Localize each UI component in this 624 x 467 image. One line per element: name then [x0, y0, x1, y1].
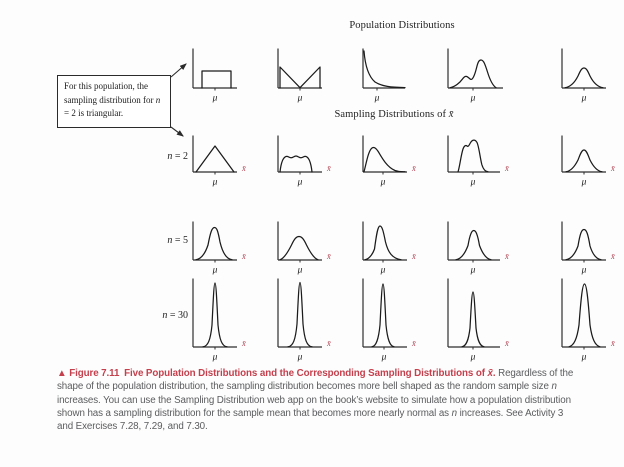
mu-label: μ — [212, 177, 218, 188]
density-curve — [569, 284, 600, 347]
plot-population-bimodal — [440, 48, 525, 104]
figure-caption — [57, 367, 574, 433]
mu-label: μ — [297, 352, 303, 363]
density-curve — [196, 228, 232, 260]
xbar-label: x̄ — [242, 338, 246, 348]
mu-label: μ — [581, 93, 587, 104]
plot-population-uniform — [185, 48, 259, 104]
text-segment: x̄ — [448, 109, 454, 120]
density-curve — [196, 146, 234, 172]
text-segment: Sampling Distributions of — [334, 109, 449, 120]
mu-label: μ — [470, 93, 476, 104]
density-curve — [565, 68, 603, 88]
density-curve — [456, 231, 491, 260]
density-curve — [280, 67, 320, 88]
xbar-label: x̄ — [611, 251, 615, 261]
plot-population-exponential — [355, 48, 427, 104]
mu-label: μ — [297, 93, 303, 104]
plot-population-v-shaped — [270, 48, 344, 104]
mu-label: μ — [380, 265, 386, 276]
xbar-label: x̄ — [327, 163, 331, 173]
plot-n2-triangular — [185, 135, 259, 188]
mu-label: μ — [581, 177, 587, 188]
mu-label: μ — [212, 265, 218, 276]
text-segment: increases. You can use the Sampling Distribution web app on the book’s website to simulate how a population distribution shown has a sampling distribution for the sample mean that becomes more nearly normal as — [57, 394, 571, 419]
xbar-label: x̄ — [505, 163, 509, 173]
sampling-distributions-title — [244, 109, 544, 120]
text-segment: . — [492, 368, 499, 379]
mu-label: μ — [470, 352, 476, 363]
text-segment: n — [162, 310, 168, 321]
text-segment: n — [451, 407, 457, 419]
xbar-label: x̄ — [242, 251, 246, 261]
plot-n30-spike — [270, 278, 344, 363]
arrow-to-n2-plot — [171, 127, 183, 136]
row-label-n2 — [138, 151, 188, 162]
plot-n2-bell — [554, 135, 624, 188]
plot-n30-spike — [355, 278, 429, 363]
density-curve — [450, 60, 496, 88]
density-curve — [280, 156, 312, 172]
text-segment: n — [551, 381, 557, 393]
text-segment: = 30 — [167, 310, 188, 321]
density-curve — [462, 292, 484, 347]
xbar-label: x̄ — [505, 251, 509, 261]
density-curve — [566, 230, 601, 260]
mu-label: μ — [212, 352, 218, 363]
text-segment: Regardless of the shape of the population distribution, the sampling distribution becomes more bell shaped as the random sample size — [57, 368, 574, 393]
text-segment: = 2 is triangular. — [64, 108, 124, 118]
mu-label: μ — [381, 352, 387, 363]
xbar-label: x̄ — [412, 338, 416, 348]
density-curve — [372, 284, 394, 347]
text-segment: ▲ Figure 7.11 Five Population Distributions and the Corresponding Sampling Distributions of — [57, 368, 488, 379]
density-curve — [288, 283, 312, 347]
density-curve — [280, 237, 318, 260]
plot-n30-spike — [185, 278, 259, 363]
density-curve — [566, 150, 602, 172]
plot-n2-wavy-plateau — [270, 135, 344, 188]
xbar-label: x̄ — [611, 338, 615, 348]
text-segment: n — [167, 235, 173, 246]
plot-n5-broad-bell — [270, 221, 344, 276]
text-segment: x̄ — [487, 368, 493, 379]
plot-n2-right-skewed — [355, 135, 429, 188]
xbar-label: x̄ — [242, 163, 246, 173]
xbar-label: x̄ — [611, 163, 615, 173]
text-segment: n — [155, 94, 161, 105]
xbar-label: x̄ — [327, 251, 331, 261]
callout-box — [57, 75, 171, 128]
density-curve — [364, 147, 405, 171]
text-segment: For this population, the sampling distribution for — [64, 81, 156, 105]
density-curve — [458, 140, 488, 172]
population-distributions-title: Population Distributions — [349, 20, 455, 31]
row-label-n30 — [138, 310, 188, 321]
mu-label: μ — [581, 352, 587, 363]
plot-n30-wide-spike — [554, 278, 624, 363]
text-segment: n — [167, 151, 173, 162]
arrow-to-population-plot — [171, 64, 186, 77]
plot-n2-double-peak — [440, 135, 522, 188]
plot-n5-narrow-bell — [355, 221, 429, 276]
density-curve — [203, 283, 227, 347]
density-curve — [364, 51, 405, 88]
density-curve — [202, 71, 231, 88]
text-segment: = 5 — [172, 235, 188, 246]
plot-n5-bell — [185, 221, 259, 276]
text-segment: = 2 — [172, 151, 188, 162]
xbar-label: x̄ — [412, 163, 416, 173]
mu-label: μ — [380, 177, 386, 188]
xbar-label: x̄ — [505, 338, 509, 348]
mu-label: μ — [470, 177, 476, 188]
row-label-n5 — [138, 235, 188, 246]
mu-label: μ — [297, 177, 303, 188]
plot-population-normal — [554, 48, 624, 104]
plot-n5-bell — [554, 221, 624, 276]
density-curve — [365, 226, 401, 260]
text-segment: increases. See Activity 3 and Exercises 7.28, 7.29, and 7.30. — [57, 407, 564, 433]
plot-n5-bell — [440, 221, 522, 276]
mu-label: μ — [212, 93, 218, 104]
mu-label: μ — [470, 265, 476, 276]
xbar-label: x̄ — [412, 251, 416, 261]
mu-label: μ — [581, 265, 587, 276]
mu-label: μ — [297, 265, 303, 276]
mu-label: μ — [374, 93, 380, 104]
plot-n30-spike — [440, 278, 522, 363]
xbar-label: x̄ — [327, 338, 331, 348]
